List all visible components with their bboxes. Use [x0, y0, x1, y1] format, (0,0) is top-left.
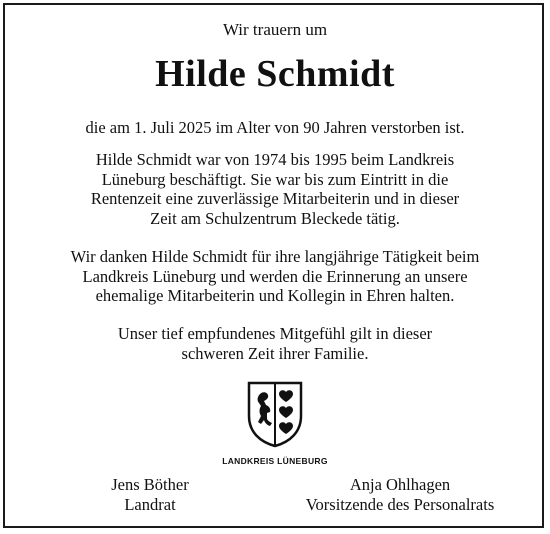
signatory-title: Vorsitzende des Personalrats — [305, 495, 495, 514]
coat-of-arms-logo — [0, 380, 550, 448]
deceased-name: Hilde Schmidt — [155, 53, 395, 95]
intro-line: Wir trauern um — [222, 20, 328, 39]
death-date-paragraph — [0, 118, 550, 138]
text-line: Zeit am Schulzentrum Bleckede tätig. — [150, 208, 400, 228]
signatory-name: Jens Böther — [111, 475, 189, 494]
text-line: Hilde Schmidt war von 1974 bis 1995 beim Landkreis — [95, 150, 455, 169]
text-line: Lüneburg beschäftigt. Sie war bis zum Eintritt in die — [101, 169, 449, 189]
text-line: Rentenzeit eine zuverlässige Mitarbeiterin und in dieser — [90, 189, 460, 208]
text-line: ehemalige Mitarbeiterin und Kollegin in Ehren halten. — [95, 286, 455, 305]
text-line: Landkreis Lüneburg und werden die Erinnerung an unsere — [82, 266, 468, 286]
coat-of-arms-icon — [246, 380, 304, 448]
gratitude-paragraph — [0, 247, 550, 306]
signature-right — [280, 475, 520, 515]
signatory-title: Landrat — [124, 495, 176, 514]
logo-caption: LANDKREIS LÜNEBURG — [222, 456, 328, 466]
text-line: schweren Zeit ihrer Familie. — [181, 343, 369, 363]
condolence-paragraph — [0, 324, 550, 363]
signature-left — [80, 475, 220, 515]
text-line: die am 1. Juli 2025 im Alter von 90 Jahren verstorben ist. — [85, 118, 465, 137]
signatory-name: Anja Ohlhagen — [349, 475, 451, 494]
employment-paragraph — [0, 150, 550, 228]
text-line: Wir danken Hilde Schmidt für ihre langjährige Tätigkeit beim — [70, 247, 480, 266]
text-line: Unser tief empfundenes Mitgefühl gilt in dieser — [117, 324, 433, 343]
